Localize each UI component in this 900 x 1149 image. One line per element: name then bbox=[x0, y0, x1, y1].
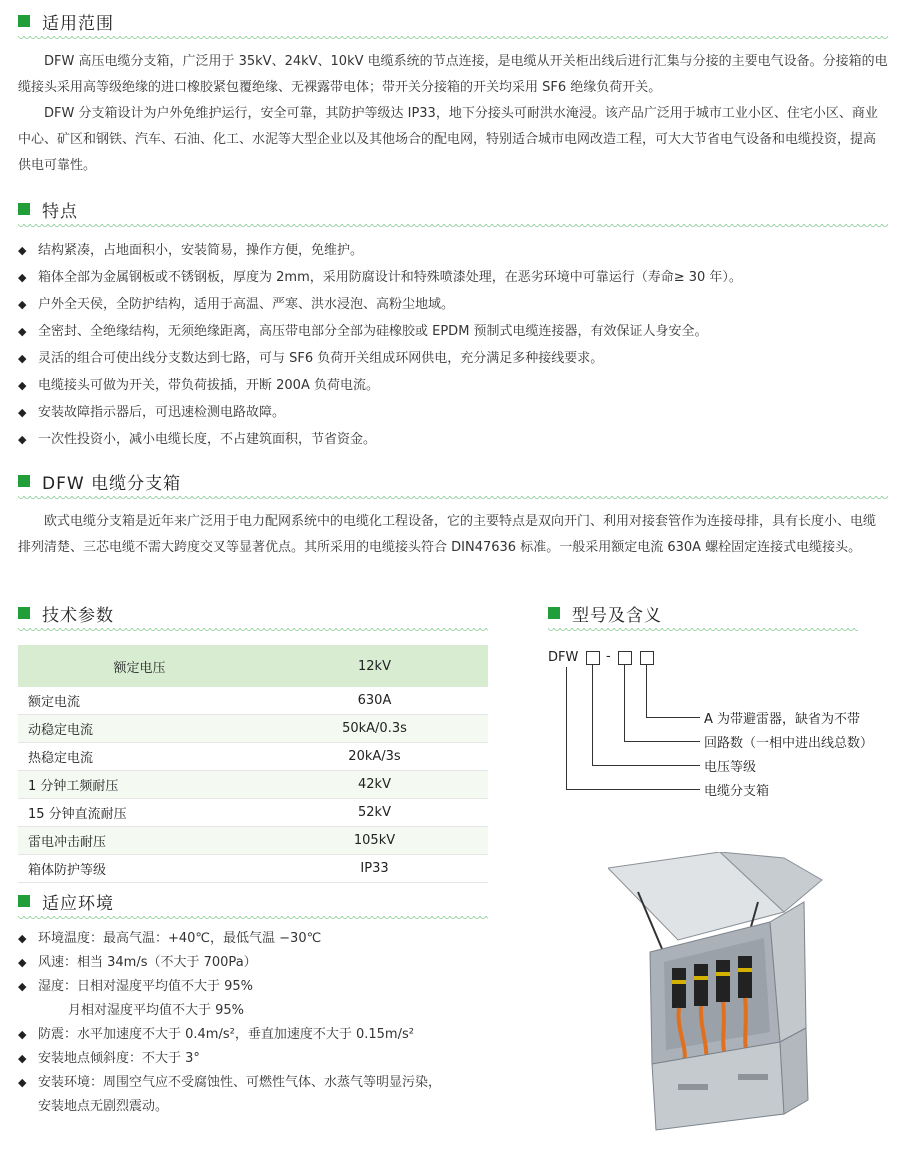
dfw-title: DFW 电缆分支箱 bbox=[42, 473, 182, 494]
diamond-bullet-icon: ◆ bbox=[18, 352, 27, 365]
diamond-bullet-icon: ◆ bbox=[18, 956, 27, 969]
model-label-circuits: 回路数（一相中进出线总数） bbox=[704, 736, 874, 751]
diamond-bullet-icon: ◆ bbox=[18, 379, 27, 392]
features-title: 特点 bbox=[42, 201, 78, 222]
list-item: ◆ 箱体全部为金属钢板或不锈钢板，厚度为 2mm，采用防腐设计和特殊喷漆处理，在恶劣环境中可靠运行（寿命≥ 30 年）。 bbox=[18, 264, 888, 291]
table-header-cell: 12kV bbox=[261, 645, 488, 687]
tech-section bbox=[18, 600, 488, 883]
wave-divider bbox=[18, 916, 488, 921]
square-bullet-icon bbox=[18, 15, 30, 27]
diamond-bullet-icon: ◆ bbox=[18, 244, 27, 257]
leader-line bbox=[566, 789, 700, 790]
scope-paragraph-2: DFW 分支箱设计为户外免维护运行，安全可靠，其防护等级达 IP33，地下分接头可耐洪水淹浸。该产品广泛用于城市工业小区、住宅小区、商业中心、矿区和钢铁、汽车、石油、化工、水泥等大型企业以及其他场合的配电网，特别适合城市电网改造工程，可大大节省电气设备和电缆投资，提高供电可靠性。 bbox=[18, 106, 878, 173]
table-header-row bbox=[18, 645, 488, 687]
env-section bbox=[18, 888, 508, 1119]
diamond-bullet-icon: ◆ bbox=[18, 980, 27, 993]
list-item: ◆ 环境温度：最高气温：+40℃，最低气温 −30℃ bbox=[18, 927, 508, 951]
leader-line bbox=[566, 667, 567, 789]
model-box-circuits bbox=[618, 651, 632, 665]
leader-line bbox=[646, 665, 647, 717]
leader-line bbox=[592, 665, 593, 765]
model-box-arrester bbox=[640, 651, 654, 665]
wave-divider bbox=[18, 224, 888, 229]
table-row: 雷电冲击耐压 105kV bbox=[18, 827, 488, 855]
model-label-voltage: 电压等级 bbox=[704, 760, 757, 775]
list-item: ◆ 防震：水平加速度不大于 0.4m/s²，垂直加速度不大于 0.15m/s² bbox=[18, 1023, 508, 1047]
table-row: 热稳定电流 20kA/3s bbox=[18, 743, 488, 771]
leader-line bbox=[646, 717, 700, 718]
scope-section bbox=[18, 8, 888, 179]
list-item-continuation: 安装地点无剧烈震动。 bbox=[38, 1099, 169, 1114]
list-item: ◆ 风速：相当 34m/s（不大于 700Pa） bbox=[18, 951, 508, 975]
model-header bbox=[548, 600, 888, 626]
square-bullet-icon bbox=[18, 895, 30, 907]
table-header-cell: 额定电压 bbox=[18, 645, 261, 687]
product-photo bbox=[608, 852, 828, 1134]
list-item: ◆ 一次性投资小，减小电缆长度，不占建筑面积，节省资金。 bbox=[18, 426, 888, 453]
table-row: 动稳定电流 50kA/0.3s bbox=[18, 715, 488, 743]
list-item: ◆ 电缆接头可做为开关，带负荷拔插，开断 200A 负荷电流。 bbox=[18, 372, 888, 399]
scope-paragraph-1: DFW 高压电缆分支箱，广泛用于 35kV、24kV、10kV 电缆系统的节点连接，是电缆从开关柜出线后进行汇集与分接的主要电气设备。分接箱的电缆接头采用高等级绝缘的进口橡胶紧包覆绝缘、无裸露带电体；带开关分接箱的开关均采用 SF6 绝缘负荷开关。 bbox=[18, 54, 888, 95]
list-item: ◆ 安装地点倾斜度：不大于 3° bbox=[18, 1047, 508, 1071]
model-label-box: 电缆分支箱 bbox=[704, 784, 770, 799]
features-list bbox=[18, 237, 888, 453]
wave-divider bbox=[548, 628, 858, 633]
env-title: 适应环境 bbox=[42, 893, 114, 914]
table-row: 1 分钟工频耐压 42kV bbox=[18, 771, 488, 799]
cable-branch-box-illustration bbox=[608, 852, 828, 1134]
scope-title: 适用范围 bbox=[42, 13, 114, 34]
list-item: ◆ 灵活的组合可使出线分支数达到七路，可与 SF6 负荷开关组成环网供电，充分满足多种接线要求。 bbox=[18, 345, 888, 372]
wave-divider bbox=[18, 36, 888, 41]
list-item: ◆ 结构紧凑，占地面积小，安装简易，操作方便，免维护。 bbox=[18, 237, 888, 264]
scope-header bbox=[18, 8, 888, 34]
table-row: 额定电流 630A bbox=[18, 687, 488, 715]
diamond-bullet-icon: ◆ bbox=[18, 932, 27, 945]
square-bullet-icon bbox=[18, 475, 30, 487]
square-bullet-icon bbox=[18, 607, 30, 619]
list-item: ◆ 全密封、全绝缘结构，无须绝缘距离，高压带电部分全部为硅橡胶或 EPDM 预制式电缆连接器，有效保证人身安全。 bbox=[18, 318, 888, 345]
diamond-bullet-icon: ◆ bbox=[18, 325, 27, 338]
diamond-bullet-icon: ◆ bbox=[18, 298, 27, 311]
square-bullet-icon bbox=[18, 203, 30, 215]
list-item-continuation: 月相对湿度平均值不大于 95% bbox=[68, 1003, 245, 1018]
list-item: ◆ 湿度：日相对湿度平均值不大于 95% bbox=[18, 975, 508, 999]
model-title: 型号及含义 bbox=[572, 605, 662, 626]
leader-line bbox=[624, 665, 625, 741]
table-row: 15 分钟直流耐压 52kV bbox=[18, 799, 488, 827]
model-prefix: DFW bbox=[548, 650, 579, 665]
tech-title: 技术参数 bbox=[42, 605, 114, 626]
wave-divider bbox=[18, 496, 888, 501]
diamond-bullet-icon: ◆ bbox=[18, 1028, 27, 1041]
leader-line bbox=[624, 741, 700, 742]
dfw-paragraph: 欧式电缆分支箱是近年来广泛用于电力配网系统中的电缆化工程设备，它的主要特点是双向开门、利用对接套管作为连接母排，具有长度小、电缆排列清楚、三芯电缆不需大跨度交叉等显著优点。其所采用的电缆接头符合 DIN47636 标准。一般采用额定电流 630A 螺栓固定连接式电缆接头。 bbox=[18, 514, 877, 555]
leader-line bbox=[592, 765, 700, 766]
diamond-bullet-icon: ◆ bbox=[18, 433, 27, 446]
features-header bbox=[18, 196, 888, 222]
tech-header bbox=[18, 600, 488, 626]
diamond-bullet-icon: ◆ bbox=[18, 1052, 27, 1065]
model-box-voltage bbox=[586, 651, 600, 665]
model-dash: - bbox=[606, 649, 611, 664]
features-section bbox=[18, 196, 888, 453]
table-row: 箱体防护等级 IP33 bbox=[18, 855, 488, 883]
diamond-bullet-icon: ◆ bbox=[18, 271, 27, 284]
list-item: ◆ 安装故障指示器后，可迅速检测电路故障。 bbox=[18, 399, 888, 426]
env-list bbox=[18, 927, 508, 1119]
diamond-bullet-icon: ◆ bbox=[18, 406, 27, 419]
dfw-header bbox=[18, 468, 888, 494]
list-item: ◆ 户外全天侯，全防护结构，适用于高温、严寒、洪水浸泡、高粉尘地域。 bbox=[18, 291, 888, 318]
model-section bbox=[548, 600, 888, 810]
model-label-arrester: A 为带避雷器，缺省为不带 bbox=[704, 712, 861, 727]
dfw-section bbox=[18, 468, 888, 561]
spec-table bbox=[18, 645, 488, 883]
diamond-bullet-icon: ◆ bbox=[18, 1076, 27, 1089]
env-header bbox=[18, 888, 508, 914]
square-bullet-icon bbox=[548, 607, 560, 619]
list-item: ◆ 安装环境：周围空气应不受腐蚀性、可燃性气体、水蒸气等明显污染， bbox=[18, 1071, 508, 1095]
wave-divider bbox=[18, 628, 488, 633]
